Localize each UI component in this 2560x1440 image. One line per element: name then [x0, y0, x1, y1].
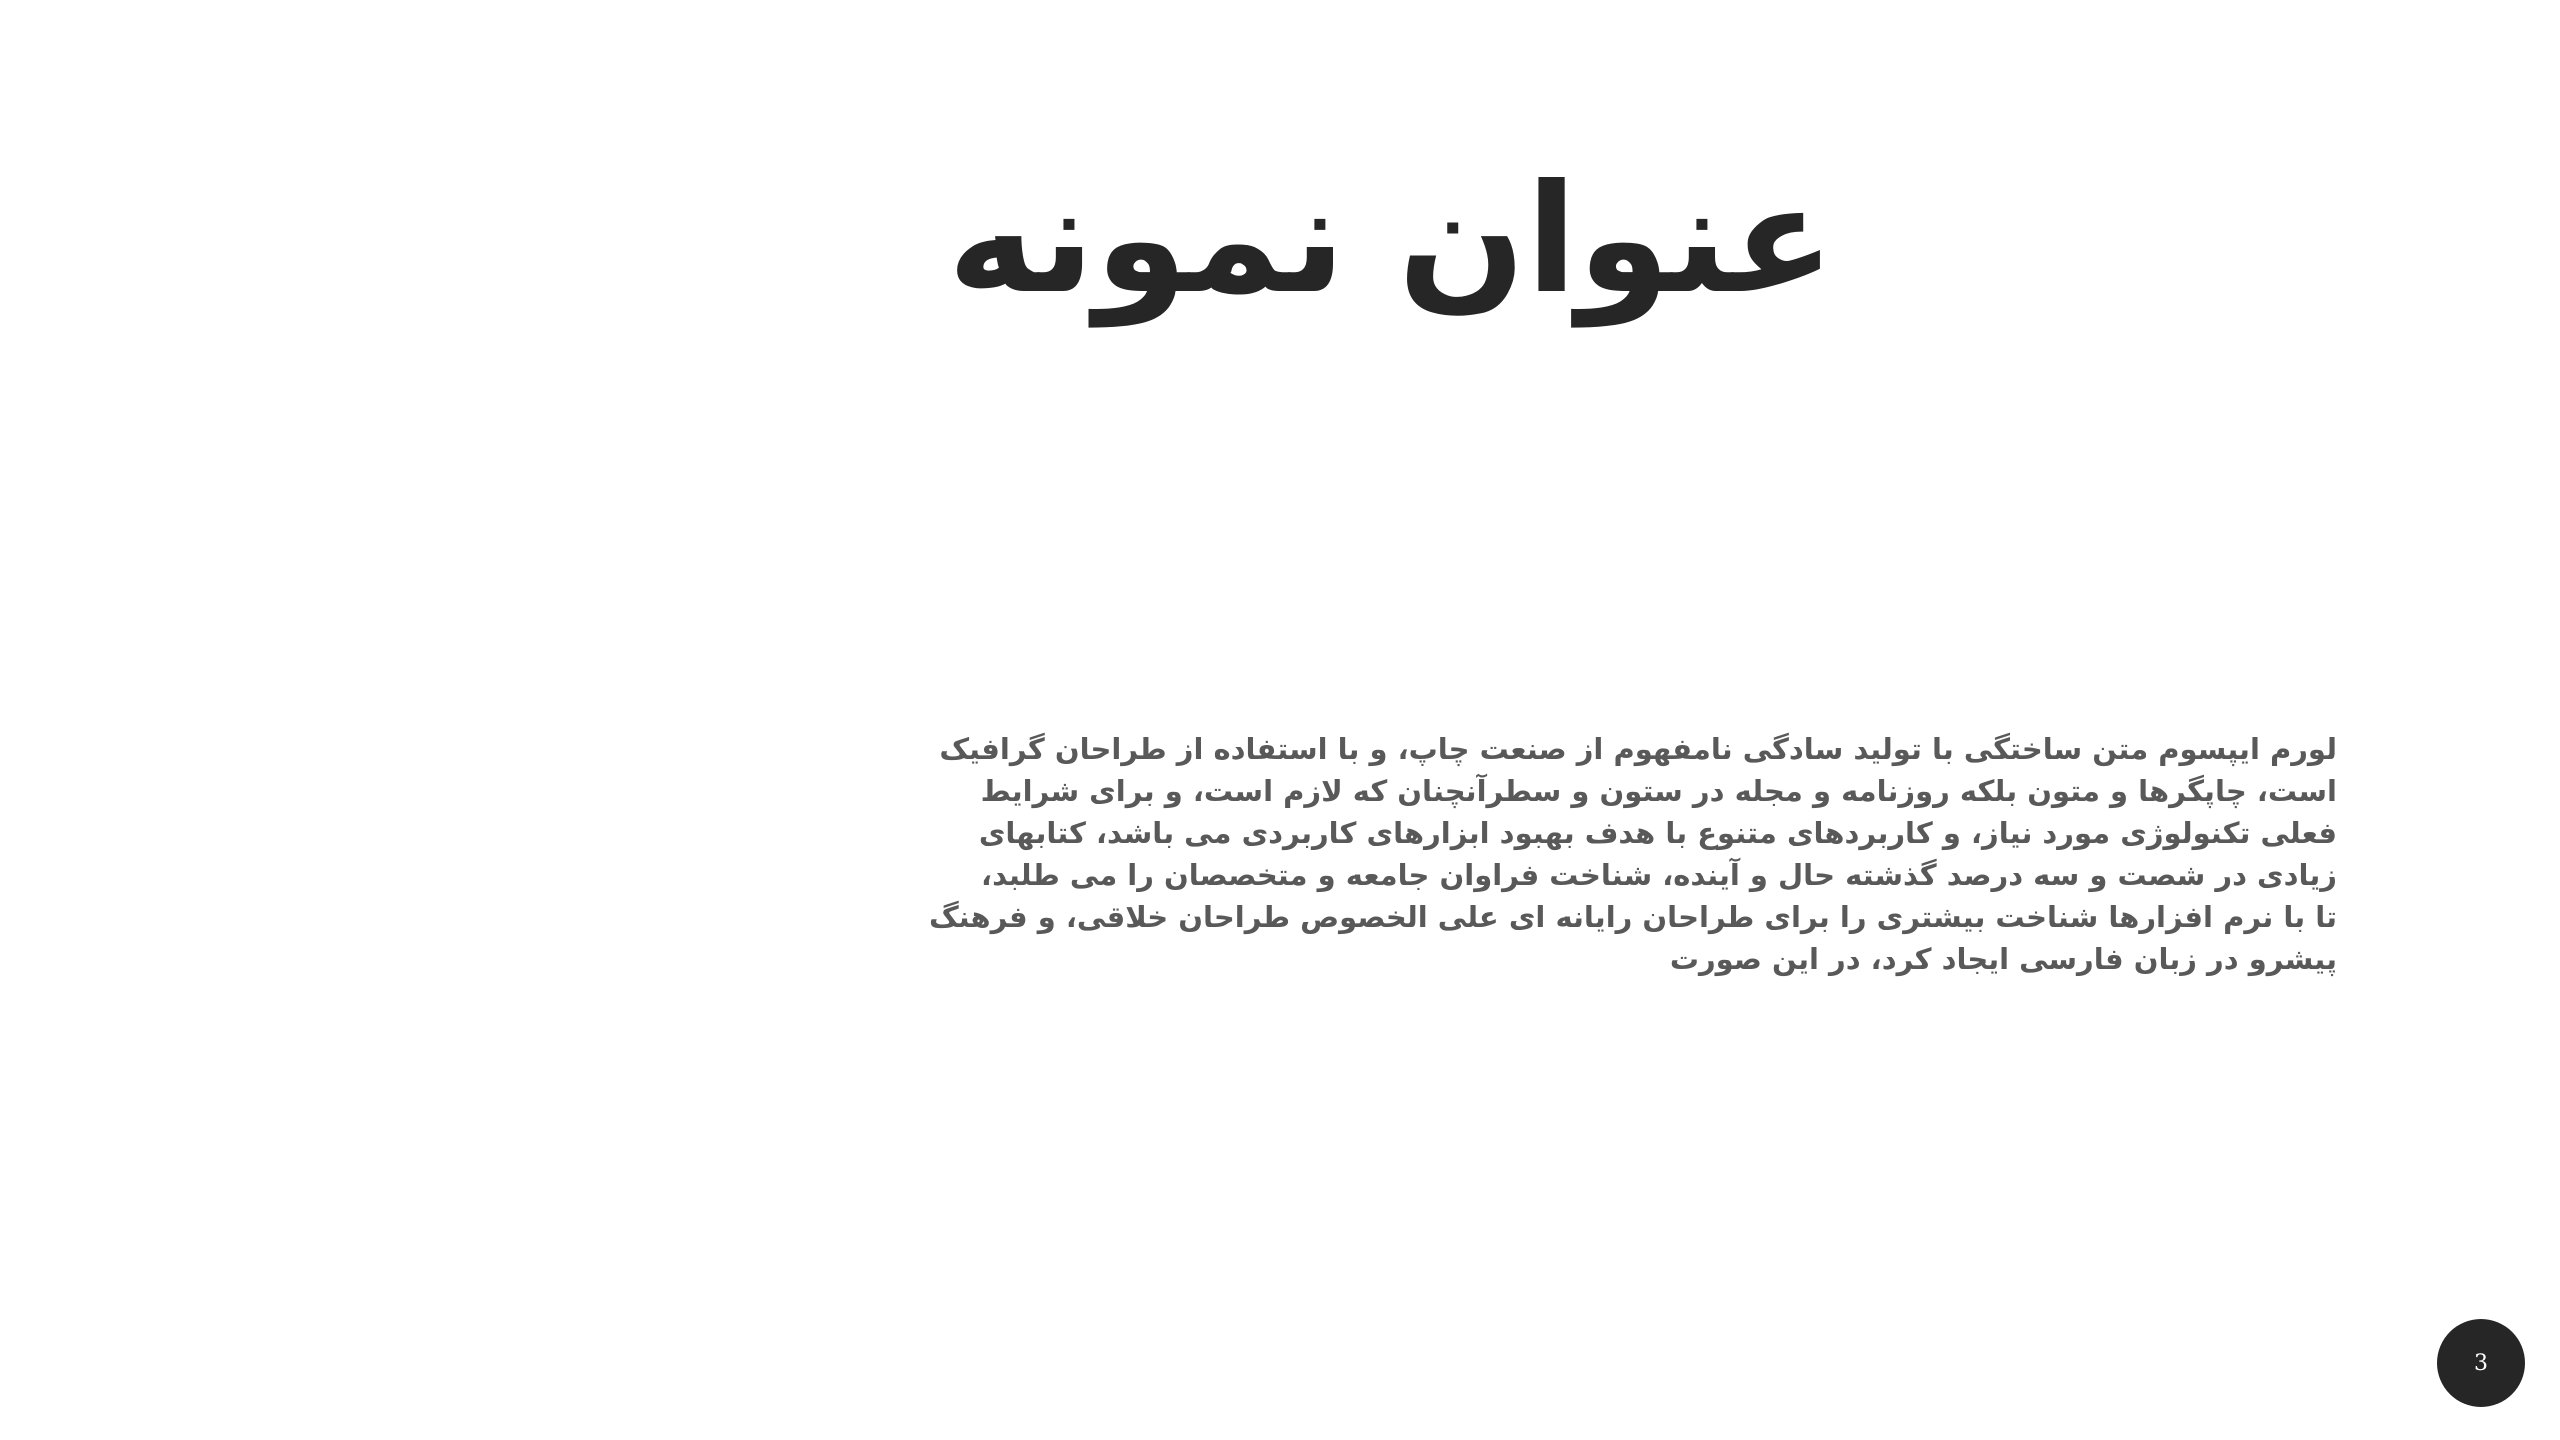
page-number-badge [2437, 1319, 2525, 1407]
body-line: فعلی تکنولوژی مورد نیاز، و کاربردهای متنوع با هدف بهبود ابزارهای کاربردی می باشد، کتابهای [978, 816, 2337, 850]
body-line: است، چاپگرها و متون بلکه روزنامه و مجله در ستون و سطرآنچنان که لازم است، و برای شرایط [980, 774, 2337, 808]
body-line: لورم ایپسوم متن ساختگی با تولید سادگی نامفهوم از صنعت چاپ، و با استفاده از طراحان گرافیک [939, 732, 2337, 766]
body-line: پیشرو در زبان فارسی ایجاد کرد، در این صورت [1669, 942, 2337, 976]
slide-title: عنوان نمونه [947, 153, 1835, 327]
page-number: 3 [2474, 1350, 2488, 1376]
body-line: تا با نرم افزارها شناخت بیشتری را برای طراحان رایانه ای علی الخصوص طراحان خلاقی، و فرهنگ [928, 900, 2337, 934]
slide-body-text [928, 728, 2337, 980]
body-line: زیادی در شصت و سه درصد گذشته حال و آینده، شناخت فراوان جامعه و متخصصان را می طلبد، [981, 858, 2337, 892]
